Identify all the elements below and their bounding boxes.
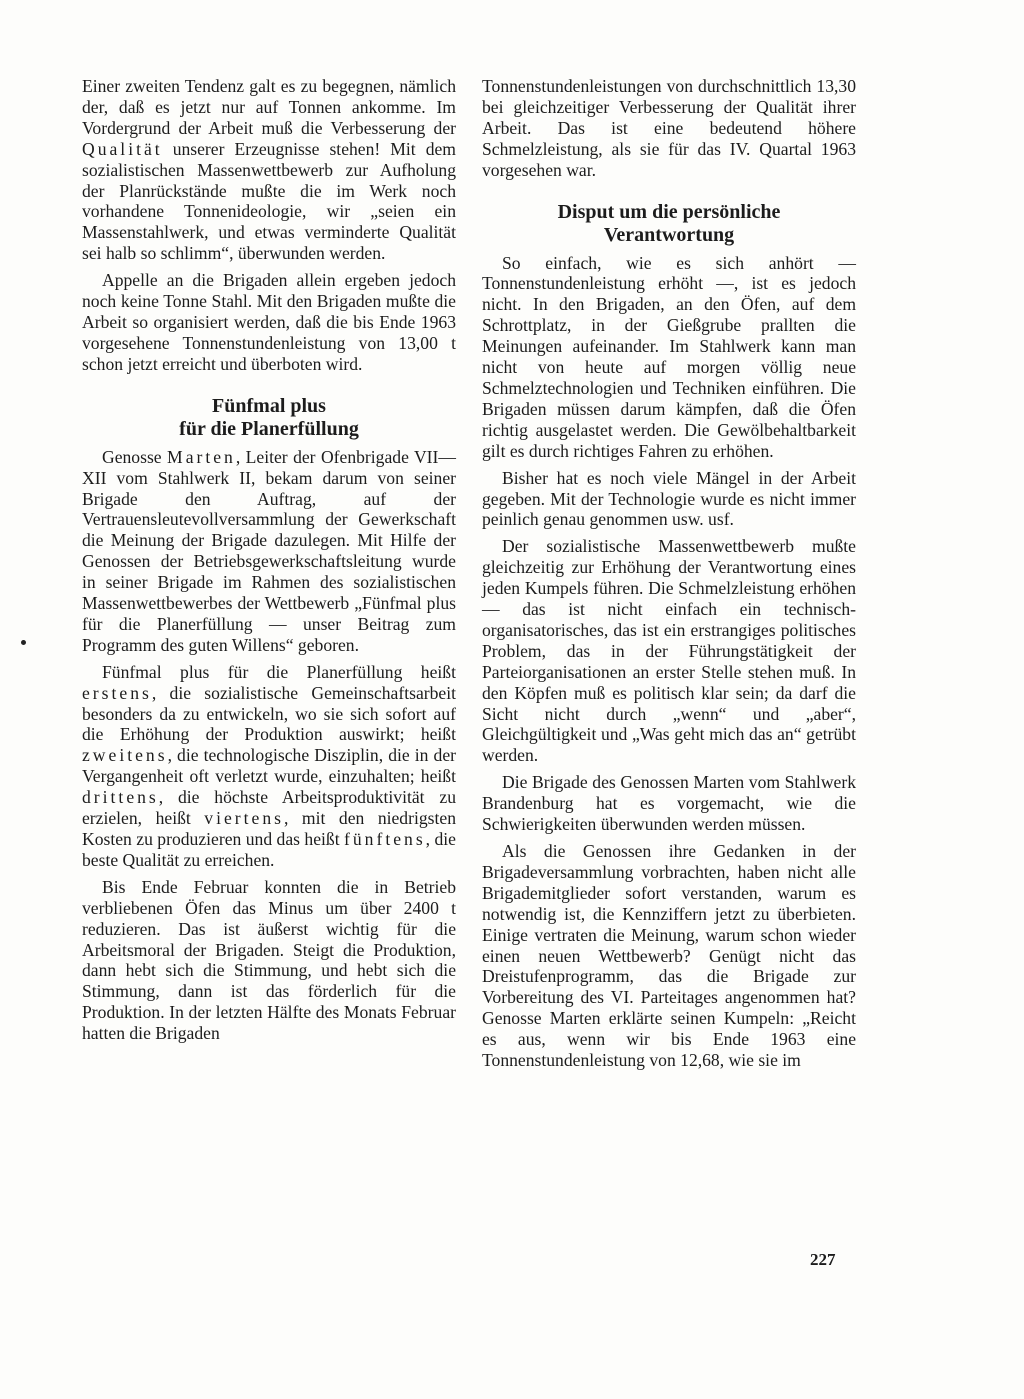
left-column [82, 76, 456, 1044]
paragraph: Bis Ende Februar konnten die in Betrieb verbliebenen Öfen das Minus um über 2400 t reduzieren. Das ist äußerst wichtig für die Arbeitsmoral der Brigaden. Steigt die Produktion, dann hebt sich die Stimmung, und hebt sich die Stimmung, dann ist das förderlich für die Produktion. In der letzten Hälfte des Monats Februar hatten die Brigaden [82, 876, 456, 1044]
text-run: , mit den niedrigsten Kosten zu produzieren und das heißt [82, 808, 456, 849]
paragraph: Appelle an die Brigaden allein ergeben jedoch noch keine Tonne Stahl. Mit den Brigaden mußte die Arbeit so organisiert werden, daß die bis Ende 1963 vorgesehene Tonnenstundenleistung von 13,00 t schon jetzt erreicht und überboten wird. [82, 270, 456, 374]
paragraph: Bisher hat es noch viele Mängel in der Arbeit gegeben. Mit der Technologie wurde es nicht immer peinlich genau genommen usw. usf. [482, 467, 856, 530]
text-run: Genosse [102, 446, 162, 467]
spaced-emphasis: zweitens [82, 745, 168, 766]
heading-line: Verantwortung [603, 223, 735, 246]
paragraph: Der sozialistische Massenwettbewerb mußte gleichzeitig zur Erhöhung der Verantwortung eines jeden Kumpels führen. Die Schmelzleistung erhöhen — das ist nicht einfach ein technisch-organisatorisches, das ist ein erstrangiges politisches Problem, das in der Führungstätigkeit der Parteiorganisationen an erster Stelle stehen muß. In den Köpfen muß es politisch klar sein; da darf die Sicht nicht durch „wenn“ und „aber“, Gleichgültigkeit und „Was geht mich das an“ getrübt werden. [482, 536, 856, 766]
text-run: Einer zweiten Tendenz galt es zu begegnen, nämlich der, daß es jetzt nur auf Tonnen ankomme. Im Vordergrund der Arbeit muß die Verbesserung der [82, 76, 456, 138]
right-column [482, 76, 856, 1071]
spaced-emphasis: drittens [82, 787, 159, 808]
text-run: , die höchste Arbeitsproduktivität zu erzielen, heißt [82, 787, 456, 829]
page-number: 227 [810, 1250, 836, 1269]
heading-line: für die Planerfüllung [179, 417, 359, 440]
spaced-emphasis: viertens [204, 808, 284, 829]
paragraph: Die Brigade des Genossen Marten vom Stahlwerk Brandenburg hat es vorgemacht, wie die Schwierigkeiten überwunden werden müssen. [482, 772, 856, 835]
text-run: unserer Erzeugnisse stehen! Mit dem sozialistischen Massenwettbewerb zur Aufholung der Planrückstände mußte die im Werk noch vorhandene Tonnenideologie, wir „seien ein Massenstahlwerk, und etwas verminderte Qualität sei halb so schlimm“, überwunden werden. [82, 138, 456, 264]
text-run: Fünfmal plus für die Planerfüllung heißt [102, 661, 456, 682]
print-speck [21, 640, 26, 645]
paragraph [82, 447, 456, 656]
text-run: , die technologische Disziplin, die in der Vergangenheit oft verletzt wurde, einzuhalten; heißt [82, 745, 456, 787]
text-run: , Leiter der Ofenbrigade VII—XII vom Stahlwerk II, bekam darum von seiner Brigade den Auftrag, auf der Vertrauensleutevollversammlung der Gewerkschaft die Meinung der Brigade dazulegen. Mit Hilfe der Genossen der Betriebsgewerkschaftsleitung wurde in seiner Brigade im Rahmen des sozialistischen Massenwettbewerbes der Wettbewerb „Fünfmal plus für die Planerfüllung — unser Beitrag zum Programm des guten Willens“ geboren. [82, 446, 456, 655]
paragraph [82, 76, 456, 264]
section-heading [82, 395, 456, 441]
spaced-emphasis: Marten [167, 446, 236, 467]
paragraph: Tonnenstundenleistungen von durchschnittlich 13,30 bei gleichzeitiger Verbesserung der Qualität ihrer Arbeit. Das ist eine bedeutend höhere Schmelzleistung, als sie für das IV. Quartal 1963 vorgesehen war. [482, 76, 856, 180]
section-heading [482, 201, 856, 247]
heading-line: Fünfmal plus [212, 394, 326, 417]
spaced-emphasis: fünftens [344, 829, 426, 849]
text-run: , die sozialistische Gemeinschaftsarbeit besonders da zu entwickeln, wo sie sich sofort auf die Erhöhung der Produktion auswirkt; heißt [82, 682, 456, 745]
text-run: , die beste Qualität zu erreichen. [82, 829, 456, 870]
spaced-emphasis: Qualität [82, 138, 163, 159]
paragraph [82, 662, 456, 871]
heading-line: Disput um die persönliche [557, 200, 781, 223]
paragraph: So einfach, wie es sich anhört — Tonnenstundenleistung erhöht —, ist es jedoch nicht. In den Brigaden, an den Öfen, auf dem Schrottplatz, in der Gießgrube prallten die Meinungen aufeinander. Im Stahlwerk kann man nicht von heute auf morgen völlig neue Schmelztechnologien und Techniken einführen. Die Brigaden müssen darum kämpfen, daß die Öfen richtig ausgelastet werden. Die Gewölbehaltbarkeit gilt es durch richtiges Fahren zu erhöhen. [482, 252, 856, 461]
spaced-emphasis: erstens [82, 682, 152, 703]
paragraph: Als die Genossen ihre Gedanken in der Brigadeversammlung vorbrachten, haben nicht alle Brigademitglieder sofort verstanden, warum es notwendig ist, die Kennziffern jetzt zu überbieten. Einige vertraten die Meinung, warum schon wieder einen neuen Wettbewerb? Genügt nicht das Dreistufenprogramm, das die Brigade zur Vorbereitung des VI. Parteitages angenommen hat? Genosse Marten erklärte seinen Kumpeln: „Reicht es aus, wenn wir bis Ende 1963 eine Tonnenstundenleistung von 12,68, wie sie im [482, 841, 856, 1071]
